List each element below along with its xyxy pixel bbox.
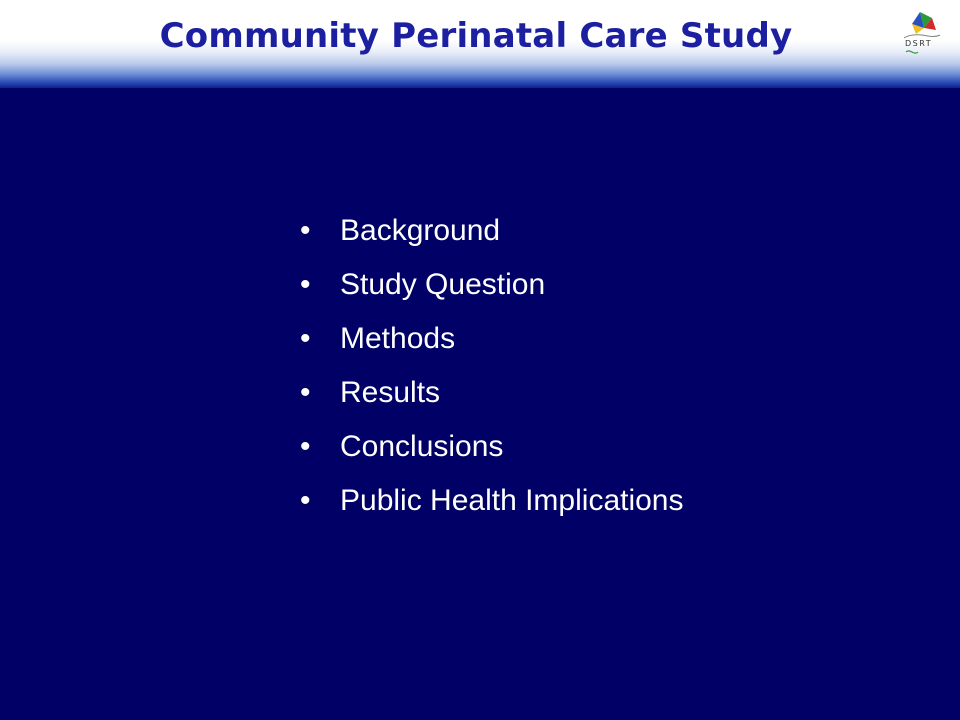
agenda-list	[300, 214, 684, 538]
agenda-item-study-question	[300, 268, 684, 322]
slide-title: Community Perinatal Care Study	[159, 16, 793, 56]
dsrt-logo-icon	[898, 8, 946, 60]
agenda-item-results	[300, 376, 684, 430]
bullet: •	[300, 322, 311, 355]
bullet: •	[300, 376, 311, 409]
logo-text: DSRT	[905, 39, 933, 48]
bullet: •	[300, 484, 311, 517]
bullet: •	[300, 268, 311, 301]
agenda-item-methods	[300, 322, 684, 376]
dsrt-logo	[898, 8, 946, 60]
bullet: •	[300, 214, 311, 247]
agenda-item-public-health-implications	[300, 484, 684, 538]
agenda-item-label: Methods	[340, 322, 456, 355]
agenda-item-label: Results	[340, 376, 441, 409]
agenda-item-conclusions	[300, 430, 684, 484]
agenda-item-background	[300, 214, 684, 268]
agenda-item-label: Conclusions	[340, 430, 504, 463]
bullet: •	[300, 430, 311, 463]
agenda-item-label: Background	[340, 214, 501, 247]
agenda-item-label: Study Question	[340, 268, 546, 301]
agenda-item-label: Public Health Implications	[340, 484, 684, 517]
